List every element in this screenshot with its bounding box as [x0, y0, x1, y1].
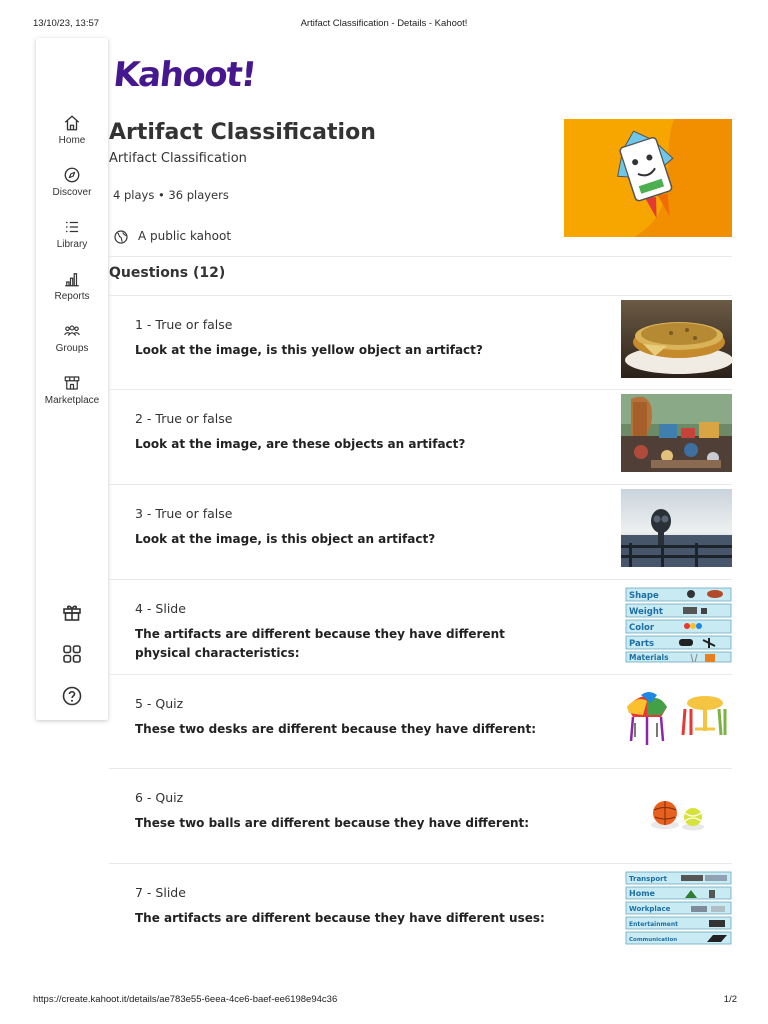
sidebar-item-library[interactable] — [36, 218, 108, 250]
question-text: Look at the image, are these objects an artifact? — [135, 437, 466, 451]
sidebar-item-label: Reports — [54, 291, 90, 302]
question-image — [621, 489, 732, 567]
thumb-label: Weight — [629, 607, 663, 617]
sidebar-item-home[interactable] — [36, 114, 108, 146]
question-type: 5 - Quiz — [135, 696, 184, 711]
question-image — [621, 773, 732, 851]
question-text: These two desks are different because they have different: — [135, 722, 536, 736]
question-type: 1 - True or false — [135, 317, 233, 332]
sidebar-item-reports[interactable] — [36, 270, 108, 302]
sidebar — [36, 38, 108, 720]
thumb-label: Transport — [629, 875, 667, 883]
kahoot-description: Artifact Classification — [109, 151, 247, 166]
visibility-label: A public kahoot — [138, 229, 232, 243]
question-image — [621, 868, 732, 946]
question-image — [621, 300, 732, 378]
cover-image — [564, 119, 732, 237]
sidebar-item-groups[interactable] — [36, 322, 108, 354]
thumb-label: Shape — [629, 591, 659, 601]
sidebar-item-label: Groups — [55, 343, 89, 354]
print-page-number: 1/2 — [723, 994, 737, 1005]
globe-icon — [113, 229, 129, 245]
question-card[interactable] — [109, 296, 732, 390]
gift-icon — [60, 600, 84, 624]
bar-chart-icon — [63, 270, 81, 288]
divider — [109, 256, 732, 257]
plays-stats: 4 plays • 36 players — [113, 188, 229, 202]
list-icon — [63, 218, 81, 236]
question-text: The artifacts are different because they have different physical characteristics: — [135, 627, 505, 660]
question-type: 6 - Quiz — [135, 790, 184, 805]
sidebar-item-label: Library — [56, 239, 88, 250]
sidebar-item-discover[interactable] — [36, 166, 108, 198]
help-icon — [60, 684, 84, 708]
question-text: Look at the image, is this object an artifact? — [135, 532, 436, 546]
thumb-label: Parts — [629, 639, 655, 649]
people-icon — [63, 322, 81, 340]
thumb-label: Materials — [629, 653, 669, 662]
gift-button[interactable] — [60, 600, 84, 624]
question-type: 7 - Slide — [135, 885, 186, 900]
page-title: Artifact Classification — [109, 120, 376, 145]
question-text: The artifacts are different because they have different uses: — [135, 911, 545, 925]
help-button[interactable] — [60, 684, 84, 708]
question-type: 3 - True or false — [135, 506, 233, 521]
sidebar-item-label: Home — [58, 135, 86, 146]
compass-icon — [63, 166, 81, 184]
kahoot-logo-icon — [111, 52, 258, 95]
sidebar-item-label: Discover — [52, 187, 92, 198]
question-image — [621, 679, 732, 757]
question-card[interactable] — [109, 864, 732, 958]
print-url: https://create.kahoot.it/details/ae783e55-6eea-4ce6-baef-ee6198e94c36 — [33, 994, 338, 1005]
apps-button[interactable] — [60, 642, 84, 666]
questions-heading: Questions (12) — [109, 265, 226, 281]
home-icon — [63, 114, 81, 132]
sidebar-item-marketplace[interactable] — [36, 374, 108, 406]
sidebar-item-label: Marketplace — [44, 395, 100, 406]
question-image — [621, 584, 732, 662]
thumb-label: Color — [629, 623, 655, 633]
kahoot-logo[interactable] — [111, 52, 258, 98]
question-type: 2 - True or false — [135, 411, 233, 426]
question-card[interactable] — [109, 675, 732, 769]
question-card[interactable] — [109, 580, 732, 674]
question-card[interactable] — [109, 390, 732, 484]
question-text: Look at the image, is this yellow object an artifact? — [135, 343, 483, 357]
thumb-label: Home — [629, 889, 655, 898]
print-title: Artifact Classification - Details - Kahoot! — [300, 18, 468, 29]
question-text: These two balls are different because they have different: — [135, 816, 530, 830]
thumb-label: Entertainment — [629, 921, 678, 928]
question-card[interactable] — [109, 485, 732, 579]
thumb-label: Communication — [629, 937, 678, 943]
question-card[interactable] — [109, 769, 732, 863]
store-icon — [63, 374, 81, 392]
question-image — [621, 394, 732, 472]
question-type: 4 - Slide — [135, 601, 186, 616]
use-labels — [626, 872, 731, 944]
print-date: 13/10/23, 13:57 — [33, 18, 100, 29]
apps-grid-icon — [60, 642, 84, 666]
thumb-label: Workplace — [629, 905, 671, 913]
svg-text:Kahoot!: Kahoot! — [111, 55, 258, 95]
